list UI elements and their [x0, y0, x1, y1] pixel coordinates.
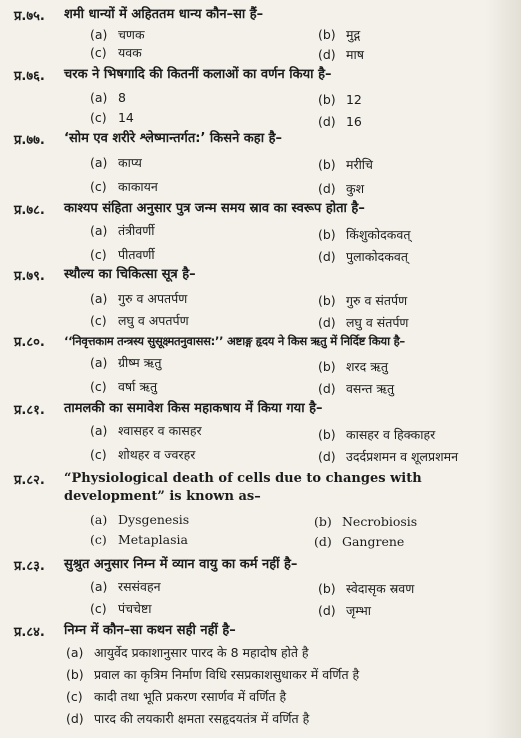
question-number: प्र.७८. — [14, 203, 45, 218]
option-b — [318, 426, 435, 443]
option-a — [90, 154, 142, 171]
option-c — [66, 688, 286, 705]
option-d — [318, 248, 408, 265]
option-text: Necrobiosis — [341, 514, 418, 529]
question-number: प्र.८१. — [14, 403, 45, 418]
option-label: (b) — [318, 293, 336, 308]
question-text: सुश्रुत अनुसार निम्न में व्यान वायु का कर्म नहीं है– — [64, 557, 298, 572]
question-number: प्र.७६. — [14, 69, 45, 84]
option-text: Dysgenesis — [117, 512, 190, 527]
option-text: शोथहर व ज्वरहर — [117, 447, 196, 462]
option-d — [318, 448, 458, 465]
option-label: (c) — [90, 601, 107, 616]
option-label: (c) — [90, 179, 107, 194]
option-text: काकायन — [117, 179, 158, 194]
option-label: (c) — [90, 45, 107, 60]
option-d — [318, 602, 371, 619]
option-d — [318, 46, 364, 63]
option-text: Metaplasia — [117, 532, 188, 547]
option-label: (c) — [90, 313, 107, 328]
option-text: लघु व संतर्पण — [345, 315, 409, 330]
question-text: चरक ने भिषगादि की कितनीं कलाओं का वर्णन किया है– — [64, 67, 332, 82]
option-text: पीतवर्णी — [117, 247, 155, 262]
option-label: (d) — [318, 381, 336, 396]
option-label: (a) — [90, 423, 108, 438]
option-text: मुद्ग — [345, 27, 361, 42]
option-label: (b) — [318, 27, 336, 42]
option-a — [90, 354, 161, 371]
question-text: तामलकी का समावेश किस महाकषाय में किया गया है– — [64, 401, 323, 416]
option-label: (b) — [318, 92, 336, 107]
option-c — [90, 246, 155, 263]
option-text: 12 — [345, 92, 362, 107]
option-label: (c) — [90, 532, 107, 547]
option-text: वर्षा ऋतु — [117, 379, 158, 394]
option-text: ग्रीष्म ऋतु — [117, 355, 162, 370]
option-text: गुरु व अपतर्पण — [117, 291, 188, 306]
option-label: (a) — [90, 579, 108, 594]
option-text: लघु व अपतर्पण — [117, 313, 189, 328]
option-text: गुरु व संतर्पण — [345, 293, 408, 308]
option-label: (a) — [90, 291, 108, 306]
option-label: (d) — [66, 711, 84, 726]
option-b — [318, 156, 373, 173]
option-text: जृम्भा — [345, 603, 372, 618]
option-text: शरद ऋतु — [345, 359, 388, 374]
question-number: प्र.७५. — [14, 9, 45, 24]
option-label: (c) — [90, 447, 107, 462]
option-text: आयुर्वेद प्रकाशानुसार पारद के 8 महादोष होते है — [93, 645, 309, 660]
option-label: (d) — [318, 114, 336, 129]
option-label: (d) — [318, 47, 336, 62]
option-label: (a) — [90, 512, 108, 527]
option-b — [318, 292, 407, 309]
option-label: (b) — [318, 157, 336, 172]
option-text: उदर्दप्रशमन व शूलप्रशमन — [345, 449, 459, 464]
option-text: काप्य — [117, 155, 142, 170]
option-c — [90, 110, 134, 125]
option-text: कादी तथा भूति प्रकरण रसार्णव में वर्णित है — [93, 689, 287, 704]
option-label: (d) — [318, 449, 336, 464]
option-label: (a) — [90, 90, 108, 105]
question-number: प्र.७७. — [14, 133, 45, 148]
option-label: (c) — [90, 247, 107, 262]
option-d — [318, 314, 408, 331]
option-text: मरीचि — [345, 157, 373, 172]
question-number: प्र.८२. — [14, 473, 45, 488]
option-text: श्वासहर व कासहर — [117, 423, 202, 438]
option-b — [66, 666, 359, 683]
option-text: पंचचेष्टा — [117, 601, 152, 616]
option-label: (b) — [318, 427, 336, 442]
option-b — [318, 580, 414, 597]
option-a — [90, 222, 154, 239]
option-text: स्वेदासृक स्रवण — [345, 581, 415, 596]
option-label: (b) — [314, 514, 332, 529]
option-c — [90, 600, 152, 617]
option-label: (a) — [90, 155, 108, 170]
option-text: पुलाकोदकवत् — [345, 249, 408, 264]
option-text: यवक — [117, 45, 142, 60]
option-c — [90, 446, 195, 463]
question-text: ‘‘निवृत्तकाम तन्त्रस्य सुसूक्ष्मतनुवासस:’’ अष्टाङ्ग हृदय ने किस ऋतु में निर्दिष्ट किया है– — [64, 334, 405, 348]
option-label: (b) — [318, 359, 336, 374]
question-number: प्र.८३. — [14, 559, 45, 574]
question-number: प्र.८४. — [14, 625, 45, 640]
option-label: (a) — [90, 223, 108, 238]
option-text: 14 — [117, 110, 134, 125]
option-d — [66, 710, 309, 727]
option-d — [318, 180, 364, 197]
option-text: कासहर व हिक्काहर — [345, 427, 436, 442]
question-text: शमी धान्यों में अहिततम धान्य कौन–सा हैं– — [64, 7, 264, 22]
option-text: Gangrene — [341, 534, 405, 549]
option-c — [90, 178, 158, 195]
option-a — [90, 512, 189, 527]
option-label: (b) — [318, 227, 336, 242]
option-b — [314, 514, 417, 529]
option-text: तंत्रीवर्णी — [117, 223, 155, 238]
option-label: (d) — [318, 603, 336, 618]
option-text: माष — [345, 47, 364, 62]
option-label: (d) — [318, 249, 336, 264]
option-text: कुश — [345, 181, 365, 196]
option-text: प्रवाल का कृत्रिम निर्माण विधि रसप्रकाशसुधाकर में वर्णित है — [93, 667, 360, 682]
option-c — [90, 44, 142, 61]
option-b — [318, 26, 360, 43]
option-label: (d) — [318, 181, 336, 196]
option-b — [318, 226, 410, 243]
question-text: ‘सोम एव शरीरे श्लेष्मान्तर्गत:’ किसने कहा है– — [64, 131, 282, 146]
option-label: (a) — [90, 27, 108, 42]
option-a — [90, 290, 187, 307]
option-a — [90, 90, 126, 105]
option-text: 16 — [345, 114, 362, 129]
option-label: (c) — [90, 379, 107, 394]
option-label: (c) — [90, 110, 107, 125]
question-text: “Physiological death of cells due to changes with development” is known as– — [64, 471, 422, 504]
option-a — [90, 578, 161, 595]
question-text: निम्न में कौन–सा कथन सही नहीं है– — [64, 623, 236, 638]
option-text: किंशुकोदकवत् — [345, 227, 411, 242]
question-text: स्थौल्य का चिकित्सा सूत्र है– — [64, 267, 196, 282]
option-text: 8 — [117, 90, 126, 105]
option-label: (b) — [318, 581, 336, 596]
page-edge-shadow — [485, 0, 521, 738]
option-b — [318, 358, 388, 375]
option-d — [318, 380, 394, 397]
option-b — [318, 92, 362, 107]
option-a — [66, 644, 309, 661]
option-text: पारद की लयकारी क्षमता रसहृदयतंत्र में वर्णित है — [93, 711, 310, 726]
option-a — [90, 422, 202, 439]
option-a — [90, 26, 145, 43]
option-text: चणक — [117, 27, 145, 42]
question-number: प्र.७९. — [14, 269, 45, 284]
option-c — [90, 378, 157, 395]
option-d — [314, 534, 404, 549]
question-text: काश्यप संहिता अनुसार पुत्र जन्म समय स्राव का स्वरूप होता है– — [64, 201, 365, 216]
option-text: रससंवहन — [117, 579, 161, 594]
option-c — [90, 312, 189, 329]
option-label: (a) — [90, 355, 108, 370]
option-text: वसन्त ऋतु — [345, 381, 395, 396]
option-label: (d) — [314, 534, 332, 549]
option-d — [318, 114, 362, 129]
option-c — [90, 532, 188, 547]
question-number: प्र.८०. — [14, 335, 45, 350]
option-label: (c) — [66, 689, 83, 704]
option-label: (a) — [66, 645, 84, 660]
option-label: (b) — [66, 667, 84, 682]
option-label: (d) — [318, 315, 336, 330]
